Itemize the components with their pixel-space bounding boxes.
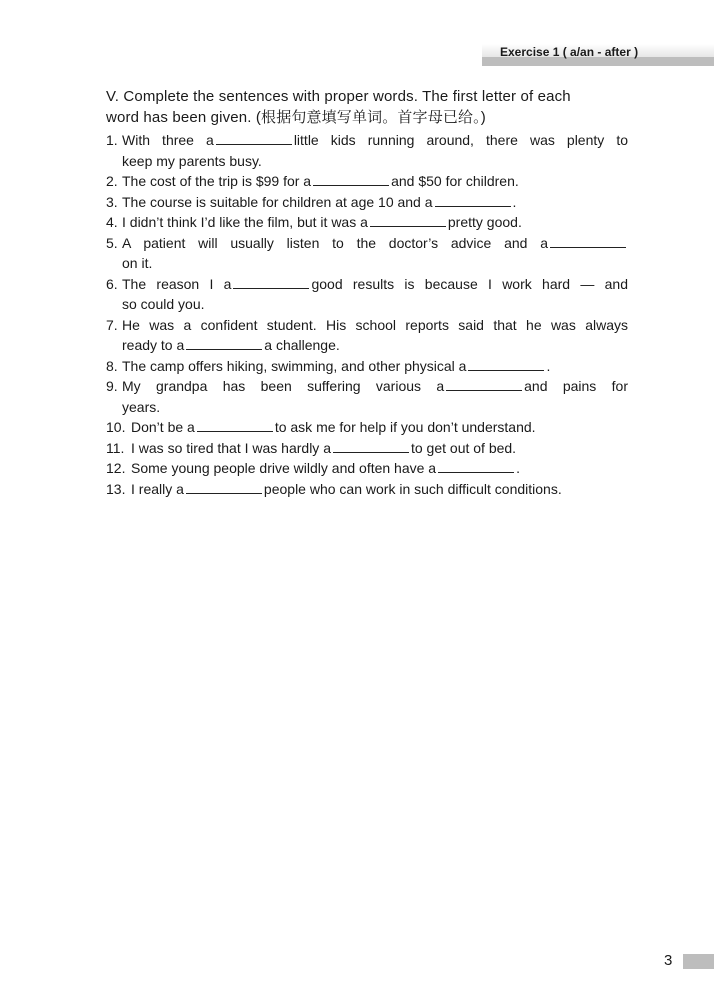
- item-text: He was a confident student. His school reports said that he was always: [122, 316, 628, 333]
- answer-blank[interactable]: [186, 336, 262, 350]
- item-text: A patient will usually listen to the doctor’s advice and a: [122, 234, 548, 251]
- item-continuation: years.: [122, 398, 161, 415]
- item-text: to ask me for help if you don’t understand.: [274, 419, 536, 435]
- item-text: little kids running around, there was plenty to: [293, 132, 629, 148]
- exercise-item: [106, 192, 628, 213]
- item-text: .: [546, 357, 551, 374]
- exercise-item: [106, 417, 628, 438]
- item-text: .: [516, 460, 520, 476]
- item-number: 9.: [106, 378, 118, 394]
- item-text: The course is suitable for children at age 10 and a: [122, 193, 433, 210]
- item-text: good results is because I work hard — and: [311, 275, 628, 292]
- answer-blank[interactable]: [468, 357, 544, 371]
- item-text: The camp offers hiking, swimming, and other physical a: [122, 357, 467, 374]
- item-text: The cost of the trip is $99 for a: [122, 173, 312, 189]
- instructions-line-1: V. Complete the sentences with proper words. The first letter of each: [106, 88, 571, 105]
- item-text: Don’t be a: [131, 419, 195, 435]
- answer-blank[interactable]: [435, 193, 511, 207]
- exercise-item: [106, 356, 628, 377]
- answer-blank[interactable]: [370, 213, 446, 227]
- page-number: 3: [664, 952, 673, 969]
- exercise-item: [106, 458, 628, 479]
- item-text: ready to a: [122, 337, 185, 353]
- exercise-item: [106, 171, 628, 192]
- exercise-item: [106, 376, 628, 417]
- item-continuation: so could you.: [122, 296, 205, 312]
- item-number: 12.: [106, 460, 126, 476]
- exercise-item: [106, 130, 628, 171]
- item-text: .: [512, 193, 517, 210]
- exercise-item: [106, 212, 628, 233]
- item-number: 3.: [106, 193, 118, 210]
- item-text: a challenge.: [264, 337, 340, 353]
- item-text: My grandpa has been suffering various a: [122, 378, 445, 394]
- answer-blank[interactable]: [233, 275, 309, 289]
- item-number: 2.: [106, 173, 118, 189]
- exercise-item: [106, 233, 628, 274]
- answer-blank[interactable]: [333, 439, 409, 453]
- item-text: and pains for: [524, 378, 628, 394]
- item-number: 8.: [106, 357, 118, 374]
- item-continuation: on it.: [122, 255, 153, 271]
- item-number: 11.: [106, 439, 125, 456]
- item-text: The reason I a: [122, 275, 232, 292]
- section-instructions: [106, 86, 630, 128]
- exercise-item: [106, 315, 628, 356]
- answer-blank[interactable]: [216, 131, 292, 145]
- item-text: to get out of bed.: [410, 439, 517, 456]
- exercise-item: [106, 479, 628, 500]
- item-number: 6.: [106, 275, 118, 292]
- item-continuation: [122, 335, 628, 356]
- item-text: pretty good.: [447, 214, 522, 230]
- item-number: 13.: [106, 480, 126, 497]
- answer-blank[interactable]: [446, 377, 522, 391]
- item-text: I didn’t think I’d like the film, but it was a: [122, 214, 368, 230]
- item-number: 5.: [106, 234, 118, 251]
- exercise-item: [106, 274, 628, 315]
- answer-blank[interactable]: [550, 234, 626, 248]
- answer-blank[interactable]: [313, 172, 389, 186]
- item-number: 10.: [106, 419, 126, 435]
- answer-blank[interactable]: [186, 480, 262, 494]
- item-text: and $50 for children.: [391, 173, 519, 189]
- item-number: 4.: [106, 214, 118, 230]
- exercise-item: [106, 438, 628, 459]
- item-number: 1.: [106, 132, 118, 148]
- item-continuation: keep my parents busy.: [122, 152, 262, 169]
- answer-blank[interactable]: [438, 459, 514, 473]
- item-text: With three a: [122, 132, 214, 148]
- item-text: I really a: [131, 480, 184, 497]
- item-text: I was so tired that I was hardly a: [131, 439, 331, 456]
- instructions-line-2: word has been given. (根据句意填写单词。首字母已给。): [106, 109, 486, 126]
- item-text: people who can work in such difficult conditions.: [263, 480, 562, 497]
- item-text: Some young people drive wildly and often have a: [131, 460, 437, 476]
- exercise-list: [106, 130, 628, 499]
- page-tab: [683, 954, 714, 969]
- answer-blank[interactable]: [197, 418, 273, 432]
- exercise-title: Exercise 1 ( a/an - after ): [500, 45, 639, 59]
- item-number: 7.: [106, 316, 118, 333]
